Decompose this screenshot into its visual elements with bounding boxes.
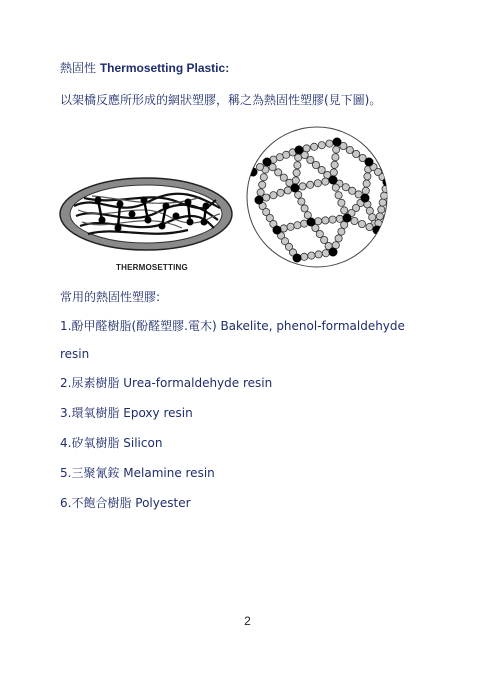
crosslink-node: [361, 194, 370, 203]
chain-bead: [346, 146, 353, 153]
chain-bead: [341, 207, 348, 214]
chain-bead: [322, 178, 329, 185]
chain-bead: [351, 217, 358, 224]
chain-bead: [378, 206, 385, 213]
chain-bead: [307, 181, 314, 188]
crosslink-node: [329, 176, 338, 185]
chain-bead: [366, 223, 373, 230]
heading-en: Thermosetting Plastic:: [99, 61, 230, 75]
chain-bead: [358, 220, 365, 227]
crosslink-node: [273, 226, 282, 235]
chain-bead: [342, 184, 349, 191]
chain-bead: [332, 154, 339, 161]
chain-bead: [353, 150, 360, 157]
crosslink-node: [249, 168, 258, 177]
crosslink-node: [333, 138, 342, 147]
chain-bead: [303, 145, 310, 152]
crosslink-node: [307, 218, 316, 227]
chain-bead: [335, 235, 342, 242]
chain-bead: [322, 217, 329, 224]
list-item-1: 1.酚甲醛樹脂(酚醛塑膠.電木) Bakelite, phenol-formaldehyde: [60, 319, 405, 333]
list-item-2: 2.尿素樹脂 Urea-formaldehyde resin: [60, 376, 273, 390]
list-item-4: 4.矽氧樹脂 Silicon: [60, 436, 163, 450]
chain-bead: [277, 189, 284, 196]
chain-bead: [301, 253, 308, 260]
crosslink-node: [383, 178, 392, 187]
chain-bead: [280, 174, 287, 181]
chain-bead: [322, 250, 329, 257]
crosslink-node: [365, 158, 374, 167]
chain-bead: [292, 177, 299, 184]
chain-bead: [275, 169, 282, 176]
chain-bead: [333, 146, 340, 153]
crosslink-node: [291, 184, 300, 193]
chain-bead: [307, 156, 314, 163]
thermosetting-ellipse-figure: [58, 176, 234, 262]
chain-bead: [363, 180, 370, 187]
crosslink-node: [293, 254, 302, 263]
list-item-6: 6.不飽合樹脂 Polyester: [60, 496, 191, 510]
chain-bead: [362, 187, 369, 194]
list-item-5: 5.三聚氰銨 Melamine resin: [60, 466, 215, 480]
chain-bead: [376, 213, 383, 220]
chain-bead: [326, 140, 333, 147]
chain-bead: [260, 174, 267, 181]
chain-bead: [318, 142, 325, 149]
chain-bead: [294, 162, 301, 169]
chain-bead: [294, 222, 301, 229]
list-item-3: 3.環氧樹脂 Epoxy resin: [60, 406, 193, 420]
chain-bead: [338, 199, 345, 206]
chain-bead: [299, 183, 306, 190]
chain-bead: [332, 184, 339, 191]
crosslink-node: [263, 158, 272, 167]
chain-bead: [298, 198, 305, 205]
chain-bead: [312, 161, 319, 168]
crosslink-node: [329, 248, 338, 257]
heading-zh: 熱固性: [60, 61, 100, 75]
chain-bead: [270, 192, 277, 199]
chain-bead: [331, 161, 338, 168]
chain-bead: [335, 192, 342, 199]
chain-bead: [287, 223, 294, 230]
crosslink-node: [255, 196, 264, 205]
chain-bead: [349, 187, 356, 194]
chain-bead: [364, 173, 371, 180]
intro-text: 以架橋反應所形成的網狀塑膠，稱之為熱固性塑膠(見下圖)。: [60, 93, 382, 107]
chain-bead: [308, 252, 315, 259]
chain-bead: [301, 205, 308, 212]
figure-caption: THERMOSETTING: [116, 263, 188, 272]
list-title: 常用的熱固性塑膠:: [60, 290, 161, 304]
chain-bead: [338, 228, 345, 235]
chain-bead: [256, 163, 263, 170]
chain-bead: [330, 169, 337, 176]
chain-bead: [284, 187, 291, 194]
chain-bead: [314, 180, 321, 187]
chain-bead: [315, 218, 322, 225]
chain-bead: [311, 143, 318, 150]
chain-bead: [329, 216, 336, 223]
chain-bead: [257, 189, 264, 196]
crosslinked-network-figure: [237, 122, 397, 272]
page-number: 2: [244, 614, 251, 628]
crosslink-node: [343, 214, 352, 223]
section-heading: [60, 60, 229, 76]
crosslink-node: [295, 146, 304, 155]
chain-bead: [259, 181, 266, 188]
chain-bead: [379, 199, 386, 206]
chain-bead: [293, 169, 300, 176]
chain-bead: [382, 185, 389, 192]
chain-bead: [381, 192, 388, 199]
chain-bead: [315, 251, 322, 258]
list-item-1-continued: resin: [60, 347, 90, 361]
chain-bead: [318, 166, 325, 173]
chain-bead: [263, 194, 270, 201]
